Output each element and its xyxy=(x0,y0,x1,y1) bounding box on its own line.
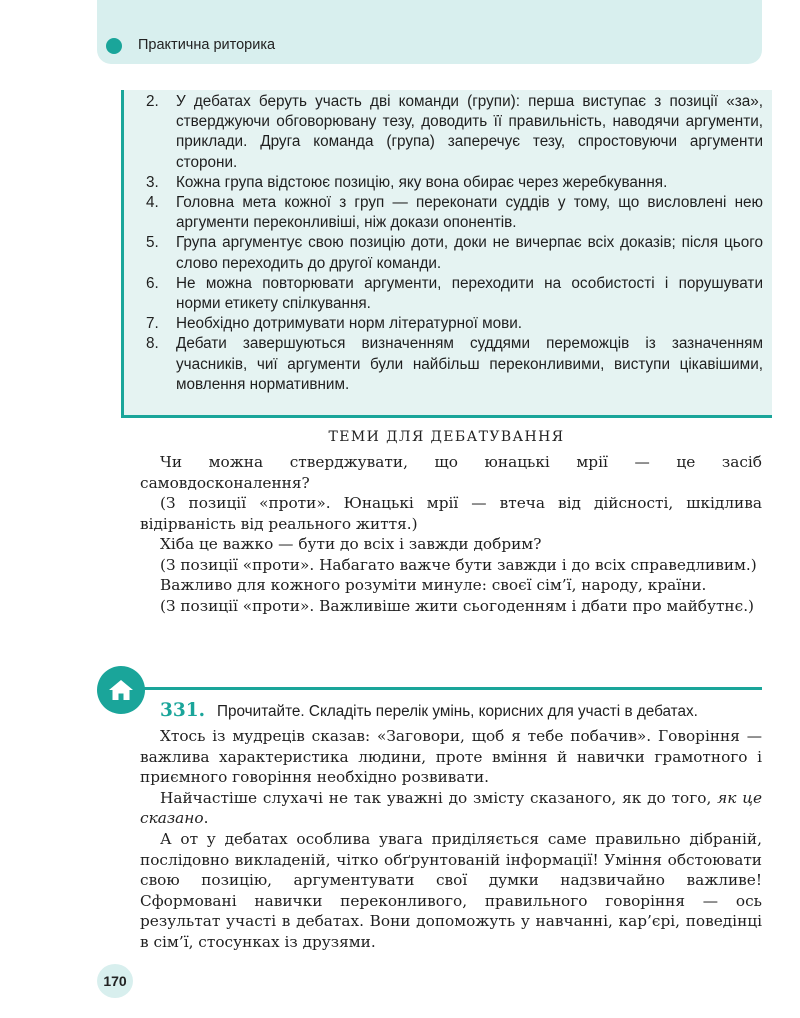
topics-section xyxy=(140,452,762,616)
topics-heading: ТЕМИ ДЛЯ ДЕБАТУВАННЯ xyxy=(328,429,565,445)
list-item: 5. Група аргументує свою позицію доти, доки не вичерпає всіх доказів; після цього слово переходить до другої команди. xyxy=(146,234,763,272)
topic-paragraph: (З позиції «проти». Набагато важче бути завжди і до всіх справедливим.) xyxy=(160,555,757,574)
topic-paragraph: Хіба це важко — бути до всіх і завжди добрим? xyxy=(160,535,542,553)
topic-paragraph: (З позиції «проти». Важливіше жити сьогоденням і дбати про майбутнє.) xyxy=(160,596,755,615)
topic-paragraph: Важливо для кожного розуміти минуле: своєї сім’ї, народу, країни. xyxy=(160,576,707,594)
italic-phrase: як це сказано xyxy=(140,788,762,828)
exercise-paragraph: Найчастіше слухачі не так уважні до змісту сказаного, як до того, як це сказано. xyxy=(140,788,762,828)
exercise-divider xyxy=(140,687,762,690)
header-title: Практична риторика xyxy=(138,37,276,53)
topic-paragraph: (З позиції «проти». Юнацькі мрії — втеча від дійсності, шкідлива відірваність від реального життя.) xyxy=(140,494,762,533)
list-item: 6. Не можна повторювати аргументи, переходити на особистості і порушувати норми етикету спілкування. xyxy=(146,274,763,313)
exercise-paragraph: Хтось із мудреців сказав: «Заговори, щоб я тебе побачив». Говоріння — важлива характеристика людини, проте вміння й навички грамотного і приємного говоріння необхідно розвивати. xyxy=(140,727,762,787)
rules-list xyxy=(146,92,763,395)
exercise-number: 331. xyxy=(160,700,206,721)
page-number: 170 xyxy=(97,964,133,998)
page-header xyxy=(97,0,762,64)
list-item: 2. У дебатах беруть участь дві команди (групи): перша виступає з позиції «за», стверджуючи обговорювану тезу, доводить її правильність, наводячи аргументи, приклади. Друга команда (група) заперечує тезу, спростовуючи аргументи сторони. xyxy=(146,93,763,171)
exercise-text xyxy=(140,726,762,953)
list-item: 8. Дебати завершуються визначенням суддями переможців із зазначенням учасників, чиї аргументи були найбільш переконливими, виступи цікавішими, мовлення нормативним. xyxy=(146,335,763,393)
home-icon xyxy=(108,678,134,702)
bullet-dot-icon xyxy=(106,38,122,54)
list-item: 4. Головна мета кожної з груп — переконати суддів у тому, що висловлені нею аргументи переконливіші, ніж докази опонентів. xyxy=(146,194,763,232)
exercise-task: Прочитайте. Складіть перелік умінь, корисних для участі в дебатах. xyxy=(217,703,698,720)
home-task-badge xyxy=(97,666,145,714)
list-item: 7. Необхідно дотримувати норм літературної мови. xyxy=(146,315,523,333)
list-item: 3. Кожна група відстоює позицію, яку вона обирає через жеребкування. xyxy=(146,173,668,191)
rules-box xyxy=(121,90,772,418)
topic-paragraph: Чи можна стверджувати, що юнацькі мрії — це засіб самовдосконалення? xyxy=(140,453,762,492)
exercise-paragraph: А от у дебатах особлива увага приділяється саме правильно дібраній, послідовно викладеній, чітко обґрунтованій інформації! Уміння обстоювати свою позицію, аргументувати свої думки надзвичайно важливе! Сформовані навички переконливого, правильного говоріння — ось результат участі в дебатах. Вони допоможуть у навчанні, кар’єрі, поведінці в сім’ї, стосунках із друзями. xyxy=(140,829,762,951)
